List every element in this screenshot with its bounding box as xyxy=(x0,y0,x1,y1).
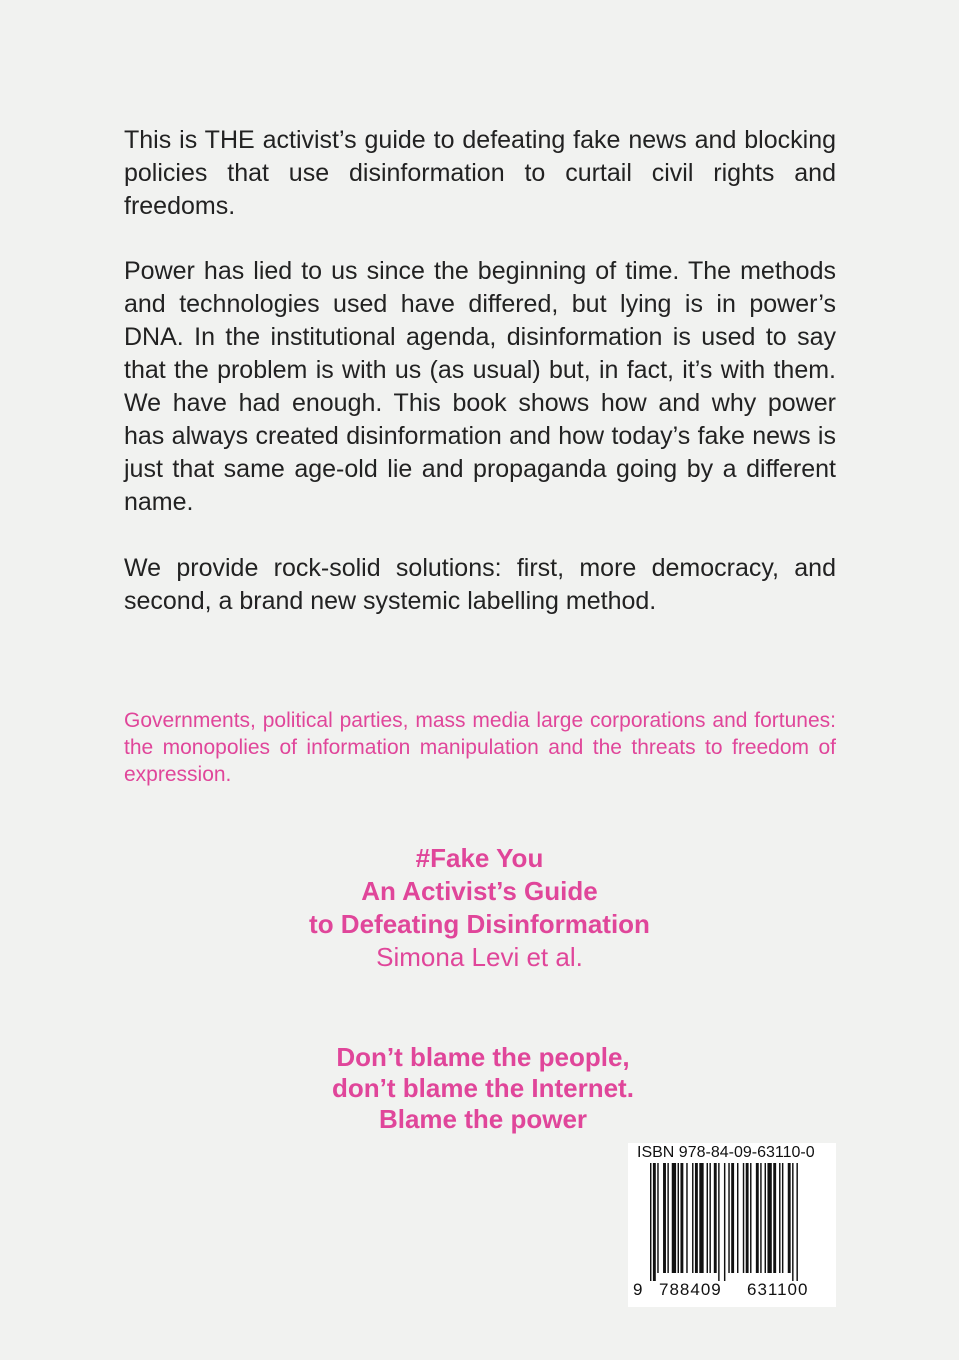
isbn-barcode xyxy=(628,1143,836,1307)
barcode-lead-digit: 9 xyxy=(633,1280,643,1299)
slogan-line-3: Blame the power xyxy=(378,1104,588,1134)
slogan-block xyxy=(0,1042,959,1135)
barcode-bars-icon xyxy=(628,1163,836,1283)
barcode-digits-left: 788409 xyxy=(659,1280,722,1299)
slogan-line-2: don’t blame the Internet. xyxy=(332,1073,634,1103)
author-name: Simona Levi et al. xyxy=(376,942,583,972)
title-line-1: #Fake You xyxy=(415,843,544,873)
slogan-line-1: Don’t blame the people, xyxy=(336,1042,630,1072)
pink-tagline: Governments, political parties, mass media large corporations and fortunes: the monopolies of information manipulation and the threats to freedom of expression. xyxy=(124,709,836,786)
blurb-paragraph-1: This is THE activist’s guide to defeating fake news and blocking policies that use disinformation to curtail civil rights and freedoms. xyxy=(124,126,836,220)
barcode-digits-right: 631100 xyxy=(747,1280,809,1299)
title-line-2: An Activist’s Guide xyxy=(361,876,598,906)
book-title-block xyxy=(0,842,959,974)
isbn-label: ISBN 978-84-09-63110-0 xyxy=(637,1144,815,1161)
title-line-3: to Defeating Disinformation xyxy=(309,909,650,939)
blurb-paragraph-2: Power has lied to us since the beginning of time. The methods and technologies used have differed, but lying is in power’s DNA. In the institutional agenda, disinformation is used to say that the problem is with us (as usual) but, in fact, it’s with them. We have had enough. This book shows how and why power has always created disinformation and how today’s fake news is just that same age-old lie and propaganda going by a different name. xyxy=(124,257,836,516)
blurb-paragraph-3: We provide rock-solid solutions: first, more democracy, and second, a brand new systemic labelling method. xyxy=(124,554,836,615)
